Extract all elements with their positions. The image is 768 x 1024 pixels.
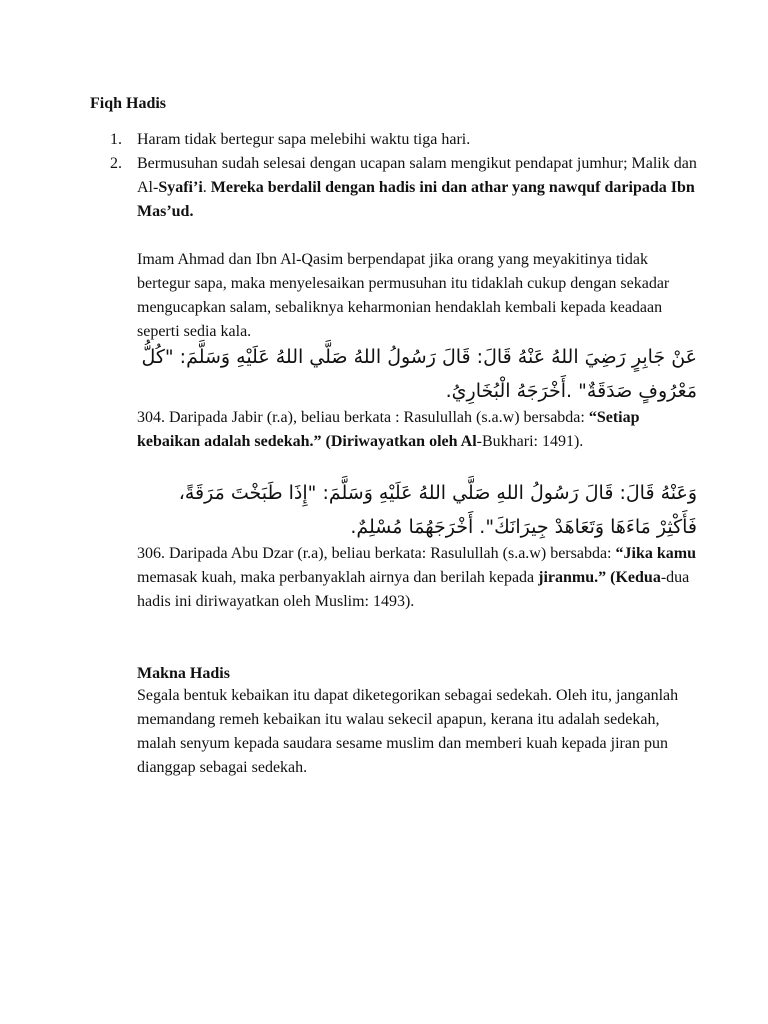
list-item-text: Haram tidak bertegur sapa melebihi waktu tiga hari. [137,131,471,148]
hadith-304-source: -Bukhari: 1491). [476,433,584,450]
hadith-306-quote: memasak kuah, maka perbanyaklah airnya dan berilah kepada [137,569,539,586]
hadith-306-intro: 306. Daripada Abu Dzar (r.a), beliau berkata: Rasulullah (s.a.w) bersabda: [137,545,616,562]
hadith-306-source: -dua hadis ini diriwayatkan oleh Muslim: 1493). [137,569,690,610]
hadith-306-quote-bold: “Jika kamu [615,545,696,562]
imam-ahmad-paragraph: Imam Ahmad dan Ibn Al-Qasim berpendapat jika orang yang meyakitinya tidak bertegur sapa, maka menyelesaikan permusuhan itu tidaklah cukup dengan sekadar mengucapkan salam, sebaliknya keharmonian hendaklah kembali kepada keadaan seperti sedia kala. [137,251,670,340]
hadith-304-translation [137,406,697,454]
fiqh-hadis-heading: Fiqh Hadis [90,95,167,112]
fiqh-list [110,128,710,224]
syafii-name: Syafi’i [158,179,203,196]
hadith-304-intro: 304. Daripada Jabir (r.a), beliau berkata : Rasulullah (s.a.w) bersabda: [137,409,589,426]
hadith-306-quote-end: jiranmu.” [538,569,607,586]
hadith-304-arabic: عَنْ جَابِرٍ رَضِيَ اللهُ عَنْهُ قَالَ: قَالَ رَسُولُ اللهُ صَلَّي اللهُ عَلَيْهِ وَسَلَّمَ: "كُلُّ مَعْرُوفٍ صَدَقَةٌ" .أَخْرَجَهُ الْبُخَارِيُ. [141,346,697,402]
list-item-bold-text: Mereka berdalil dengan hadis ini dan athar yang nawquf daripada Ibn Mas’ud. [137,179,695,220]
makna-hadis-paragraph: Segala bentuk kebaikan itu dapat diketegorikan sebagai sedekah. Oleh itu, janganlah memandang remeh kebaikan itu walau sekecil apapun, kerana itu adalah sedekah, malah senyum kepada saudara sesame muslim dan memberi kuah kepada jiran pun dianggap sebagai sedekah. [137,687,679,776]
hadith-304-source-bold: (Diriwayatkan oleh Al [321,433,477,450]
list-item [110,152,710,224]
list-item-text: Bermusuhan sudah selesai dengan ucapan salam mengikut pendapat jumhur; Malik dan Al- [137,155,697,196]
hadith-304-quote: “Setiap kebaikan adalah sedekah.” [137,409,640,450]
list-item-punct: . [202,179,211,196]
makna-hadis-heading: Makna Hadis [137,665,230,682]
list-number: 2. [110,155,122,172]
list-number: 1. [110,131,122,148]
hadith-306-source-bold: (Kedua [606,569,661,586]
hadith-306-arabic: وَعَنْهُ قَالَ: قَالَ رَسُولُ اللهِ صَلَّي اللهُ عَلَيْهِ وَسَلَّمَ: "إِذَا طَبَخْتَ مَرَقَةً، فَأَكْثِرْ مَاءَهَا وَتَعَاهَدْ جِيرَانَكَ". أَخْرَجَهُمَا مُسْلِمٌ. [178,482,697,538]
hadith-306-translation [137,542,697,614]
list-item [110,128,710,152]
